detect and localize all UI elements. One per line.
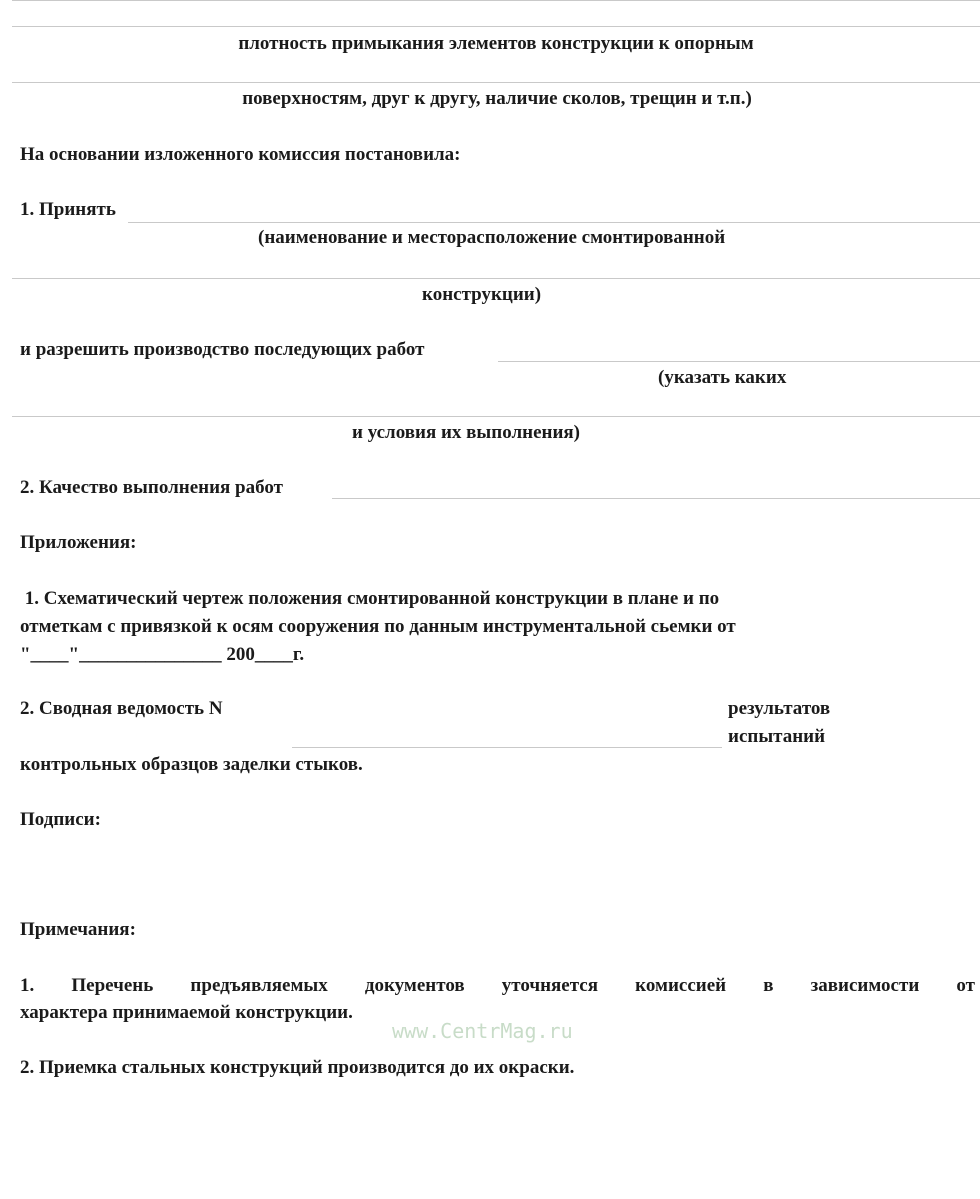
accept-hint-cont: конструкции) bbox=[422, 284, 542, 305]
form-line[interactable] bbox=[12, 278, 980, 279]
hint-text-line2: поверхностям, друг к другу, наличие сколов, трещин и т.п.) bbox=[242, 88, 752, 109]
accept-hint: (наименование и месторасположение смонтированной bbox=[258, 227, 726, 248]
attachment-1-line2: отметкам с привязкой к осям сооружения по данным инструментальной сьемки от bbox=[20, 616, 736, 637]
attachment-2-line2: контрольных образцов заделки стыков. bbox=[20, 754, 363, 775]
quality-field-line[interactable] bbox=[332, 498, 980, 499]
permit-hint-cont: и условия их выполнения) bbox=[352, 422, 580, 443]
note-2: 2. Приемка стальных конструкций производится до их окраски. bbox=[20, 1057, 575, 1078]
hint-text-line1: плотность примыкания элементов конструкции к опорным bbox=[238, 33, 754, 54]
attachment-2-right2: испытаний bbox=[728, 726, 826, 747]
watermark: www.CentrMag.ru bbox=[392, 1019, 573, 1043]
attachments-heading: Приложения: bbox=[20, 532, 137, 553]
decision-intro: На основании изложенного комиссия постановила: bbox=[20, 144, 461, 165]
accept-field-line[interactable] bbox=[128, 222, 980, 223]
permit-hint: (указать каких bbox=[658, 367, 787, 388]
note-1-line1: 1. Перечень предъявляемых документов уточняется комиссией в зависимости от bbox=[20, 975, 975, 996]
form-line bbox=[12, 0, 980, 1]
statement-number-line[interactable] bbox=[292, 747, 722, 748]
permit-label: и разрешить производство последующих работ bbox=[20, 339, 425, 360]
attachment-2-label: 2. Сводная ведомость N bbox=[20, 698, 223, 719]
attachment-1-date: "____"_______________ 200____г. bbox=[20, 644, 305, 665]
attachment-2-right1: результатов bbox=[728, 698, 831, 719]
permit-field-line[interactable] bbox=[498, 361, 980, 362]
form-line bbox=[12, 26, 980, 27]
signatures-heading: Подписи: bbox=[20, 809, 101, 830]
form-line bbox=[12, 82, 980, 83]
quality-label: 2. Качество выполнения работ bbox=[20, 477, 283, 498]
attachment-1-line1: 1. Схематический чертеж положения смонтированной конструкции в плане и по bbox=[20, 588, 720, 609]
form-line[interactable] bbox=[12, 416, 980, 417]
notes-heading: Примечания: bbox=[20, 919, 136, 940]
accept-label: 1. Принять bbox=[20, 199, 116, 220]
note-1-line2: характера принимаемой конструкции. bbox=[20, 1002, 353, 1023]
